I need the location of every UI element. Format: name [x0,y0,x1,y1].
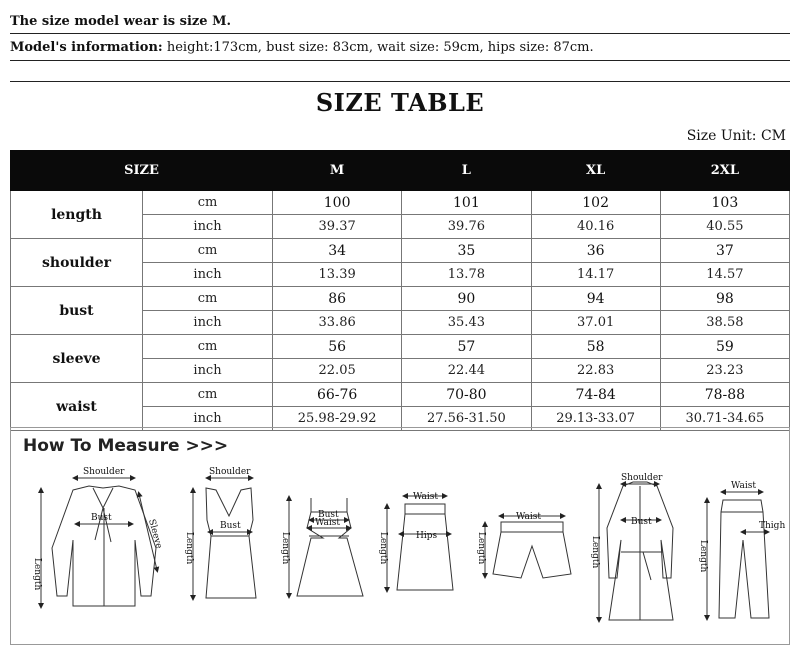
value-cell: 98 [660,287,789,311]
value-cell: 103 [660,191,789,215]
value-cell: 27.56-31.50 [402,407,531,431]
model-size-note [10,14,790,29]
value-cell: 100 [273,191,402,215]
unit-cell: inch [143,311,273,335]
measure-name: sleeve [11,335,143,383]
table-row [11,191,790,215]
value-cell: 13.39 [273,263,402,287]
table-row [11,239,790,263]
value-cell: 74-84 [531,383,660,407]
model-info-text: height:173cm, bust size: 83cm, wait size: 59cm, hips size: 87cm. [162,40,594,55]
value-cell: 39.76 [402,215,531,239]
value-cell: 23.23 [660,359,789,383]
label-length: Length [590,536,600,569]
unit-cell: cm [143,287,273,311]
label-length: Length [280,532,290,565]
value-cell: 14.17 [531,263,660,287]
table-row [11,335,790,359]
value-cell: 22.05 [273,359,402,383]
table-header-row [11,151,790,191]
label-waist: Waist [315,518,340,528]
tank-top-illustration-icon [193,478,256,598]
label-bust: Bust [91,513,112,523]
value-cell: 37.01 [531,311,660,335]
value-cell: 36 [531,239,660,263]
value-cell: 70-80 [402,383,531,407]
size-header-cell: XL [531,151,660,191]
label-sleeve: Sleeve [146,518,164,550]
coat-illustration-icon [599,482,673,620]
value-cell: 102 [531,191,660,215]
value-cell: 58 [531,335,660,359]
size-header-corner: SIZE [11,151,273,191]
table-row [11,287,790,311]
label-length: Length [476,532,486,565]
value-cell: 40.55 [660,215,789,239]
label-bust: Bust [318,510,339,520]
value-cell: 35.43 [402,311,531,335]
value-cell: 40.16 [531,215,660,239]
divider [10,60,790,61]
size-unit-label: Size Unit: CM [686,128,786,144]
unit-cell: cm [143,239,273,263]
value-cell: 39.37 [273,215,402,239]
value-cell: 14.57 [660,263,789,287]
value-cell: 22.83 [531,359,660,383]
value-cell: 37 [660,239,789,263]
value-cell: 57 [402,335,531,359]
skirt-illustration-icon [387,496,453,590]
measure-name: shoulder [11,239,143,287]
measure-name: waist [11,383,143,431]
model-info-label: Model's information: [10,40,163,55]
trousers-illustration-icon [707,492,769,618]
size-header-cell: 2XL [660,151,789,191]
value-cell: 101 [402,191,531,215]
divider [10,81,790,82]
measurement-diagrams [11,428,791,646]
how-to-measure-panel [10,427,790,645]
blouse-illustration-icon [41,478,157,606]
measure-name: length [11,191,143,239]
value-cell: 56 [273,335,402,359]
value-cell: 22.44 [402,359,531,383]
value-cell: 33.86 [273,311,402,335]
value-cell: 94 [531,287,660,311]
value-cell: 13.78 [402,263,531,287]
shorts-illustration-icon [485,516,571,578]
value-cell: 30.71-34.65 [660,407,789,431]
label-shoulder: Shoulder [209,467,251,477]
label-shoulder: Shoulder [621,473,663,483]
unit-cell: cm [143,383,273,407]
label-bust: Bust [220,521,241,531]
label-waist: Waist [516,512,541,522]
unit-cell: inch [143,215,273,239]
size-table [10,150,790,431]
label-bust: Bust [631,517,652,527]
value-cell: 66-76 [273,383,402,407]
label-thigh: Thigh [759,521,786,531]
size-header-cell: L [402,151,531,191]
unit-cell: inch [143,359,273,383]
value-cell: 38.58 [660,311,789,335]
unit-cell: cm [143,335,273,359]
value-cell: 86 [273,287,402,311]
table-row [11,383,790,407]
model-info-line [10,40,790,55]
value-cell: 34 [273,239,402,263]
label-length: Length [184,532,194,565]
label-length: Length [378,532,388,565]
value-cell: 90 [402,287,531,311]
divider [10,33,790,34]
size-header-cell: M [273,151,402,191]
unit-cell: cm [143,191,273,215]
value-cell: 78-88 [660,383,789,407]
value-cell: 25.98-29.92 [273,407,402,431]
page-title: SIZE TABLE [315,88,485,117]
label-hips: Hips [416,531,438,541]
measure-name: bust [11,287,143,335]
value-cell: 59 [660,335,789,359]
model-size-text: The size model wear is size M. [10,14,232,29]
label-shoulder: Shoulder [83,467,125,477]
unit-cell: inch [143,263,273,287]
label-waist: Waist [731,481,756,491]
label-length: Length [698,540,708,573]
label-length: Length [32,558,42,591]
value-cell: 35 [402,239,531,263]
label-waist: Waist [413,492,438,502]
unit-cell: inch [143,407,273,431]
table-body [11,191,790,431]
value-cell: 29.13-33.07 [531,407,660,431]
how-to-measure-title: How To Measure >>> [23,436,229,456]
